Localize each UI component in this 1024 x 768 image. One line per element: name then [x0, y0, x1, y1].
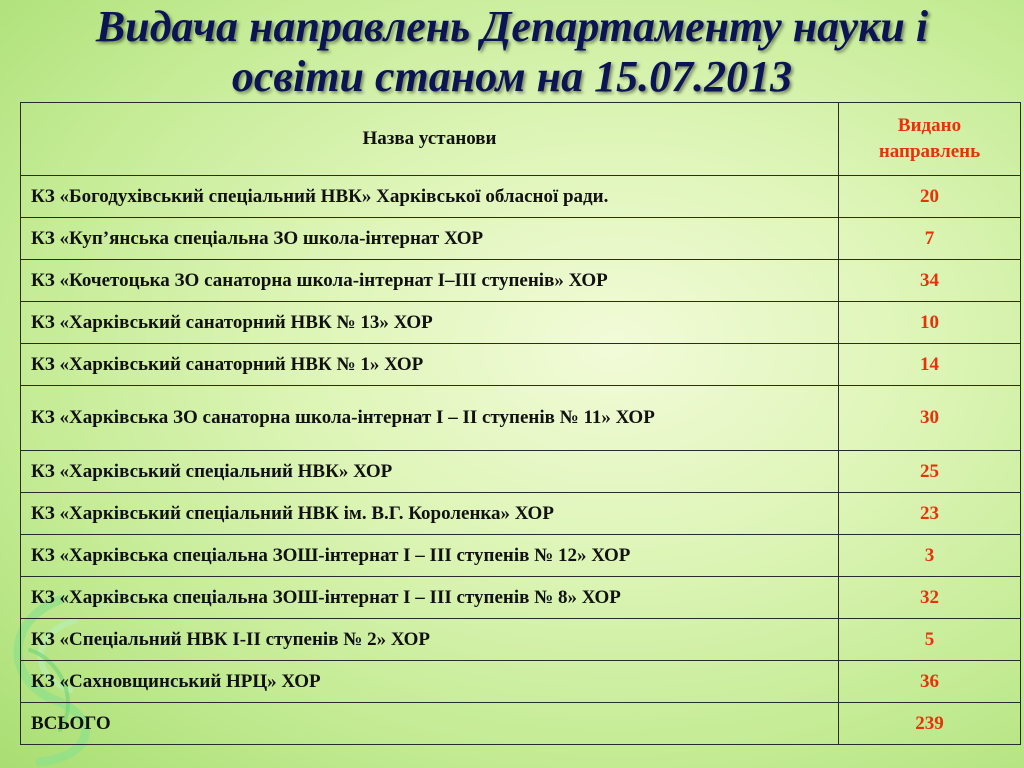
total-label: ВСЬОГО	[21, 703, 839, 745]
table-row	[21, 661, 1021, 703]
table-row	[21, 451, 1021, 493]
referrals-count: 10	[839, 302, 1021, 344]
institution-name: КЗ «Богодухівський спеціальний НВК» Харківської обласної ради.	[21, 176, 839, 218]
institution-name: КЗ «Сахновщинський НРЦ» ХОР	[21, 661, 839, 703]
institution-name: КЗ «Спеціальний НВК І-ІІ ступенів № 2» ХОР	[21, 619, 839, 661]
header-referrals-issued: Видано направлень	[839, 103, 1021, 176]
table-row	[21, 493, 1021, 535]
institution-name: КЗ «Харківський санаторний НВК № 13» ХОР	[21, 302, 839, 344]
header-institution-name: Назва установи	[21, 103, 839, 176]
referrals-table	[20, 102, 1021, 745]
institution-name: КЗ «Харківський спеціальний НВК» ХОР	[21, 451, 839, 493]
table-row	[21, 260, 1021, 302]
table-row	[21, 176, 1021, 218]
institution-name: КЗ «Кочетоцька ЗО санаторна школа-інтернат І–ІІІ ступенів» ХОР	[21, 260, 839, 302]
institution-name: КЗ «Харківський спеціальний НВК ім. В.Г. Короленка» ХОР	[21, 493, 839, 535]
slide-title	[0, 2, 1024, 102]
total-row	[21, 703, 1021, 745]
table-header-row	[21, 103, 1021, 176]
institution-name: КЗ «Харківська спеціальна ЗОШ-інтернат І – ІІІ ступенів № 12» ХОР	[21, 535, 839, 577]
institution-name: КЗ «Харківська спеціальна ЗОШ-інтернат І – ІІІ ступенів № 8» ХОР	[21, 577, 839, 619]
table-row	[21, 344, 1021, 386]
referrals-count: 30	[839, 386, 1021, 451]
table-row	[21, 302, 1021, 344]
referrals-count: 14	[839, 344, 1021, 386]
referrals-count: 32	[839, 577, 1021, 619]
referrals-count: 7	[839, 218, 1021, 260]
slide-title-line-2: освіти станом на 15.07.2013	[231, 52, 793, 101]
table-row	[21, 619, 1021, 661]
referrals-count: 3	[839, 535, 1021, 577]
referrals-count: 34	[839, 260, 1021, 302]
referrals-count: 36	[839, 661, 1021, 703]
table-row	[21, 386, 1021, 451]
table-row	[21, 577, 1021, 619]
referrals-count: 20	[839, 176, 1021, 218]
referrals-count: 5	[839, 619, 1021, 661]
referrals-count: 25	[839, 451, 1021, 493]
institution-name: КЗ «Куп’янська спеціальна ЗО школа-інтернат ХОР	[21, 218, 839, 260]
institution-name: КЗ «Харківська ЗО санаторна школа-інтернат І – ІІ ступенів № 11» ХОР	[21, 386, 839, 451]
slide-title-line-1: Видача направлень Департаменту науки і	[95, 2, 929, 51]
institution-name: КЗ «Харківський санаторний НВК № 1» ХОР	[21, 344, 839, 386]
referrals-count: 23	[839, 493, 1021, 535]
table-row	[21, 218, 1021, 260]
total-value: 239	[839, 703, 1021, 745]
table-row	[21, 535, 1021, 577]
